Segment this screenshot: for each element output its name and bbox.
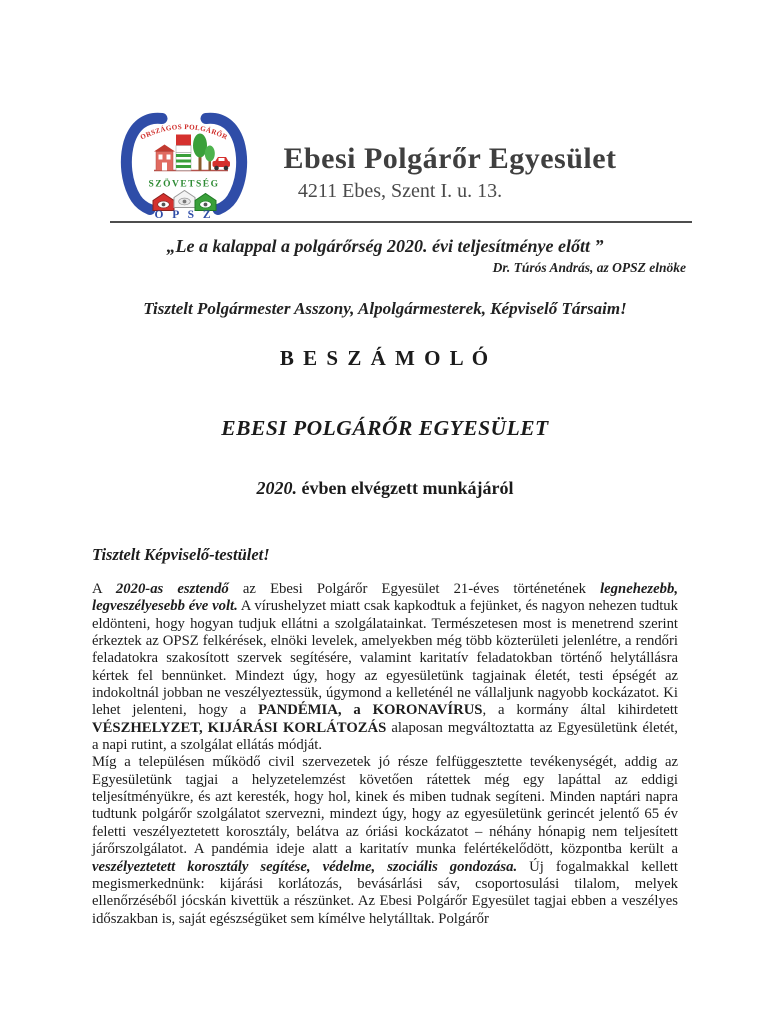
report-title: B E S Z Á M O L Ó (279, 346, 491, 370)
text-segment: alaposan megváltoztatta az Egyesületünk életét, a napi rutint, a szolgálat ellátás módját. (92, 719, 678, 754)
text-segment: legnehezebb, legveszélyesebb éve volt. (92, 581, 678, 615)
report-subtitle-year: 2020. (256, 478, 298, 498)
text-segment: VÉSZHELYZET, KIJÁRÁSI KORLÁTOZÁS (92, 719, 387, 736)
body-greeting: Tisztelt Képviselő-testület! (92, 545, 270, 564)
text-segment: veszélyeztetett korosztály segítése, védelme, szociális gondozása. (92, 858, 518, 875)
header-divider (110, 221, 692, 223)
text-segment: A (92, 581, 116, 597)
opsz-logo (118, 107, 250, 220)
org-name: Ebesi Polgárőr Egyesület (283, 142, 617, 175)
logo-bottom-text: O P S Z (154, 209, 214, 220)
village-scene-icon (154, 134, 230, 171)
text-segment: 2020-as esztendő (115, 581, 229, 597)
quote-text: „Le a kalappal a polgárőrség 2020. évi teljesítménye előtt ” (166, 236, 604, 256)
quote-attribution: Dr. Túrós András, az OPSZ elnöke (492, 260, 686, 275)
report-org-title: EBESI POLGÁRŐR EGYESÜLET (221, 416, 549, 440)
salutation: Tisztelt Polgármester Asszony, Alpolgármesterek, Képviselő Társaim! (143, 299, 627, 318)
body-paragraph (92, 754, 678, 927)
watch-houses-icon (153, 191, 216, 211)
logo-top-text: ORSZÁGOS POLGÁRŐR (139, 122, 229, 142)
text-segment: Míg a településen működő civil szervezetek jó része felfüggesztette tevékenységét, addig az Egyesületünk tagjai a helyzetelemzést követően rátettek még egy lapáttal az eddigi teljesítményükre, és azt keresték, hogy hol, kinek és miben tudnak segíteni. Minden naptári napra tudtunk polgárőr szolgálatot szervezni, mindezt úgy, hogy az egyesületünk gerincét jelentő 65 év feletti veszélyeztetett korosztály, belátva az óriási kockázatot – néhány hónapig nem teljesített járőrszolgálatot. A pandémia ideje alatt a karitatív munka felértékelődött, központba került a (92, 754, 678, 858)
text-segment: Új fogalmakkal kellett megismerkednünk: kijárási korlátozás, bevásárlási sáv, csoportosulási tilalom, melyek ellenőrzéséből jócskán kivettük a részünket. Az Ebesi Polgárőr Egyesület tagjai ebben a veszélyes időszakban is, saját egészségüket sem kímélve helytálltak. Polgárőr (92, 858, 678, 927)
org-address: 4211 Ebes, Szent I. u. 13. (297, 180, 503, 202)
body-paragraph (92, 581, 678, 754)
text-segment: A vírushelyzet miatt csak kapkodtuk a fejünket, és nagyon nehezen tudtuk eldönteni, hogy hogyan tudjuk ellátni a szolgálatainkat. Természetesen most is menetrend szerint érkeztek az OPSZ felkérések, elnöki levelek, amelyekben még több közterületi jelenlétre, a rendőri feladatokra szakosított szervek segítésére, valamint karitatív feladatokban történő helytállásra kértek fel bennünket. Mindezt úgy, hogy az egyesületünk tagjainak életét, testi épségét az indokoltnál jobban ne veszélyeztessük, úgymond a kelleténél ne vállaljunk nagyobb kockázatot. Ki lehet jelenteni, hogy a (92, 598, 678, 719)
text-segment: , a kormány által kihirdetett (482, 702, 678, 719)
text-segment: PANDÉMIA, a KORONAVÍRUS (258, 702, 483, 719)
report-subtitle (0, 478, 770, 499)
opsz-logo-graphic (118, 107, 250, 220)
logo-middle-text: SZÖVETSÉG (148, 179, 220, 190)
report-subtitle-rest: évben elvégzett munkájáról (297, 478, 514, 498)
text-segment: az Ebesi Polgárőr Egyesület 21-éves történetének (228, 581, 601, 597)
body-paragraphs (92, 581, 678, 928)
